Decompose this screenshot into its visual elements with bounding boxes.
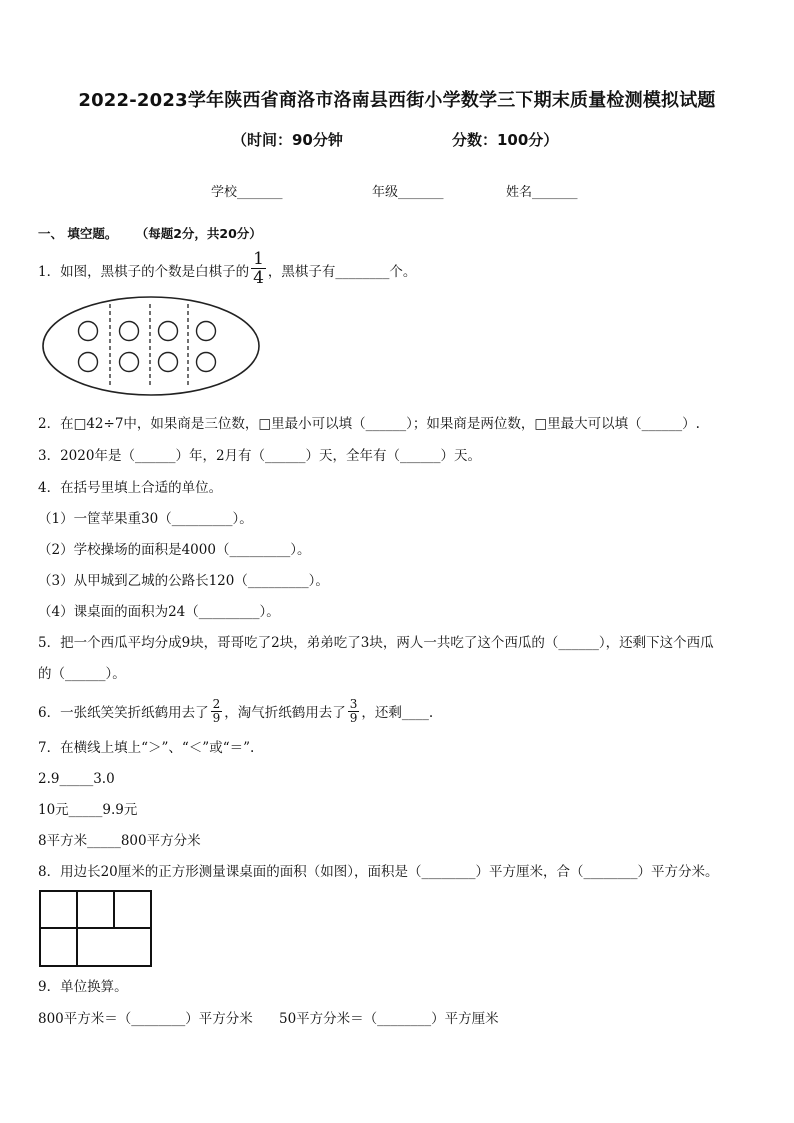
question-9-item-2: 50平方分米＝（________）平方厘米: [279, 1011, 499, 1027]
exam-title: 2022-2023学年陕西省商洛市洛南县西街小学数学三下期末质量检测模拟试题: [78, 90, 716, 111]
chess-piece: [79, 322, 98, 341]
chess-piece: [197, 322, 216, 341]
question-9: 9．单位换算。: [38, 979, 128, 995]
question-8: 8．用边长20厘米的正方形测量课桌面的面积（如图），面积是（________）平方厘米，合（________）平方分米。: [38, 864, 719, 880]
q6-text-pre: 6．一张纸笑笑折纸鹤用去了: [38, 705, 209, 721]
question-3: 3．2020年是（______）年，2月有（______）天，全年有（______）天。: [38, 448, 482, 464]
q6-fraction-1-num: 2: [212, 697, 221, 711]
desk-squares-figure: [38, 889, 154, 969]
question-4-item-3: （3）从甲城到乙城的公路长120（_________）。: [38, 573, 329, 589]
section-note: （每题2分，共20分）: [135, 226, 262, 241]
question-4-item-1: （1）一筐苹果重30（_________）。: [38, 511, 253, 527]
q6-text-post: ，还剩____.: [361, 705, 434, 721]
exam-score: 分数：100分）: [452, 131, 559, 149]
chess-pieces-figure: [40, 294, 262, 398]
q6-fraction-2: [348, 698, 360, 725]
grade-field: 年级_______: [372, 185, 444, 200]
question-4-item-2: （2）学校操场的面积是4000（_________）。: [38, 542, 311, 558]
chess-piece: [197, 353, 216, 372]
chess-piece: [159, 322, 178, 341]
q1-fraction-den: 4: [253, 268, 264, 288]
question-6: [38, 697, 434, 727]
question-7: 7．在横线上填上“＞”、“＜”或“＝”.: [38, 740, 255, 756]
q6-fraction-1-den: 9: [212, 711, 221, 725]
question-2: 2．在□42÷7中，如果商是三位数，□里最小可以填（______）；如果商是两位数，□里最大可以填（______）.: [38, 416, 700, 432]
question-5-line-1: 5．把一个西瓜平均分成9块，哥哥吃了2块，弟弟吃了3块，两人一共吃了这个西瓜的（______），还剩下这个西瓜: [38, 635, 714, 651]
question-4-item-4: （4）课桌面的面积为24（_________）。: [38, 604, 280, 620]
exam-time: （时间：90分钟: [232, 131, 343, 149]
chess-piece: [79, 353, 98, 372]
chess-piece: [120, 322, 139, 341]
chess-piece: [120, 353, 139, 372]
question-5-line-2: 的（______）。: [38, 666, 126, 682]
section-label: 一、 填空题。: [38, 226, 118, 241]
section-heading: [38, 224, 262, 242]
question-7-item-2: 10元_____9.9元: [38, 802, 138, 818]
question-1: [38, 249, 417, 291]
question-4: 4．在括号里填上合适的单位。: [38, 480, 223, 496]
q6-fraction-1: [211, 698, 223, 725]
chess-piece: [159, 353, 178, 372]
q1-fraction-num: 1: [253, 249, 264, 269]
school-field: 学校_______: [211, 185, 283, 200]
figure-ellipse: [43, 297, 259, 395]
q1-text-pre: 1．如图，黑棋子的个数是白棋子的: [38, 264, 250, 280]
q6-text-mid: ，淘气折纸鹤用去了: [224, 705, 346, 721]
q6-fraction-2-num: 3: [349, 697, 358, 711]
q1-text-post: ，黑棋子有________个。: [267, 264, 417, 280]
question-7-item-3: 8平方米_____800平方分米: [38, 833, 201, 849]
question-9-item-1: 800平方米＝（________）平方分米: [38, 1011, 253, 1027]
q6-fraction-2-den: 9: [349, 711, 358, 725]
question-7-item-1: 2.9_____3.0: [38, 771, 115, 787]
name-field: 姓名_______: [506, 185, 578, 200]
q1-fraction: [251, 250, 266, 287]
